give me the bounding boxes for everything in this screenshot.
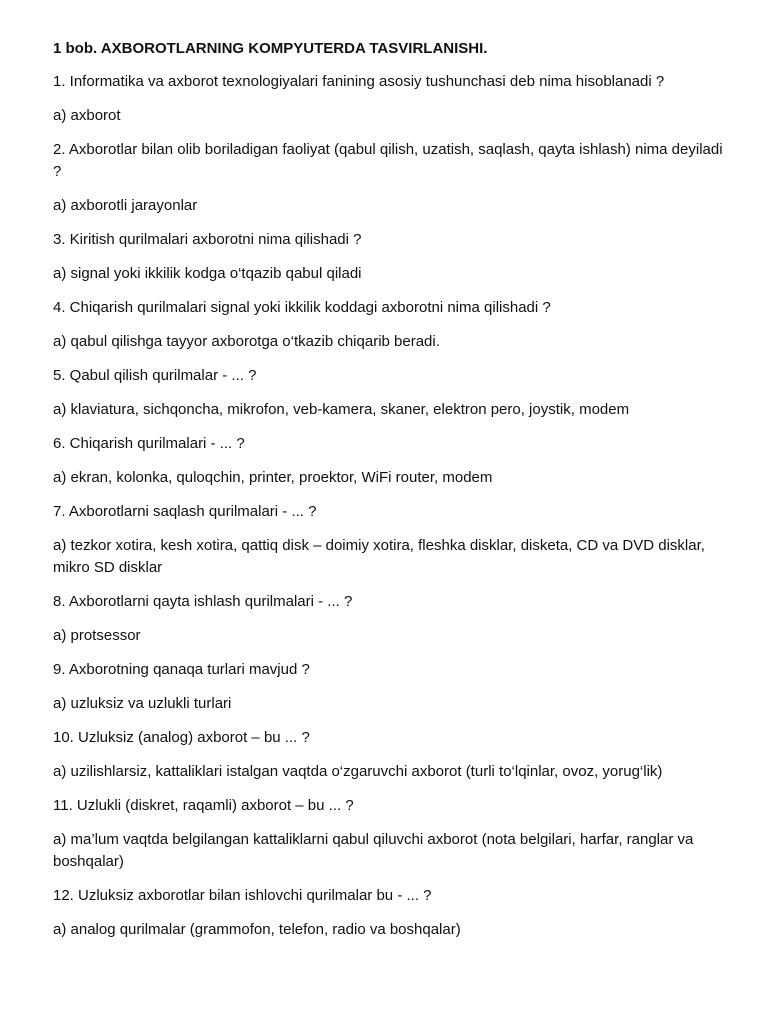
question-10: 10. Uzluksiz (analog) axborot – bu ... ? [53,729,310,746]
answer-11: a) ma’lum vaqtda belgilangan kattaliklarni qabul qiluvchi axborot (nota belgilari, harfar, ranglar va boshqalar) [53,831,694,870]
question-3: 3. Kiritish qurilmalari axborotni nima qilishadi ? [53,231,362,248]
document-page [53,38,725,953]
question-8: 8. Axborotlarni qayta ishlash qurilmalari - ... ? [53,593,353,610]
question-4: 4. Chiqarish qurilmalari signal yoki ikkilik koddagi axborotni nima qilishadi ? [53,299,551,316]
question-2: 2. Axborotlar bilan olib boriladigan faoliyat (qabul qilish, uzatish, saqlash, qayta ishlash) nima deyiladi ? [53,141,723,180]
answer-5: a) klaviatura, sichqoncha, mikrofon, veb-kamera, skaner, elektron pero, joystik, modem [53,401,630,418]
question-11: 11. Uzlukli (diskret, raqamli) axborot – bu ... ? [53,797,354,814]
answer-10: a) uzilishlarsiz, kattaliklari istalgan vaqtda o‘zgaruvchi axborot (turli to‘lqinlar, ovoz, yorug‘lik) [53,763,663,780]
question-1: 1. Informatika va axborot texnologiyalari fanining asosiy tushunchasi deb nima hisoblanadi ? [53,73,665,90]
question-6: 6. Chiqarish qurilmalari - ... ? [53,435,245,452]
question-12: 12. Uzluksiz axborotlar bilan ishlovchi qurilmalar bu - ... ? [53,887,432,904]
answer-7: a) tezkor xotira, kesh xotira, qattiq disk – doimiy xotira, fleshka disklar, disketa, CD va DVD disklar, mikro SD disklar [53,537,705,576]
answer-9: a) uzluksiz va uzlukli turlari [53,695,232,712]
answer-12: a) analog qurilmalar (grammofon, telefon, radio va boshqalar) [53,921,461,938]
answer-6: a) ekran, kolonka, quloqchin, printer, proektor, WiFi router, modem [53,469,493,486]
question-9: 9. Axborotning qanaqa turlari mavjud ? [53,661,310,678]
answer-8: a) protsessor [53,627,141,644]
question-7: 7. Axborotlarni saqlash qurilmalari - ... ? [53,503,317,520]
chapter-title: 1 bob. AXBOROTLARNING KOMPYUTERDA TASVIRLANISHI. [53,40,488,57]
answer-3: a) signal yoki ikkilik kodga o‘tqazib qabul qiladi [53,265,362,282]
answer-2: a) axborotli jarayonlar [53,197,198,214]
question-5: 5. Qabul qilish qurilmalar - ... ? [53,367,257,384]
answer-1: a) axborot [53,107,121,124]
answer-4: a) qabul qilishga tayyor axborotga o‘tkazib chiqarib beradi. [53,333,440,350]
